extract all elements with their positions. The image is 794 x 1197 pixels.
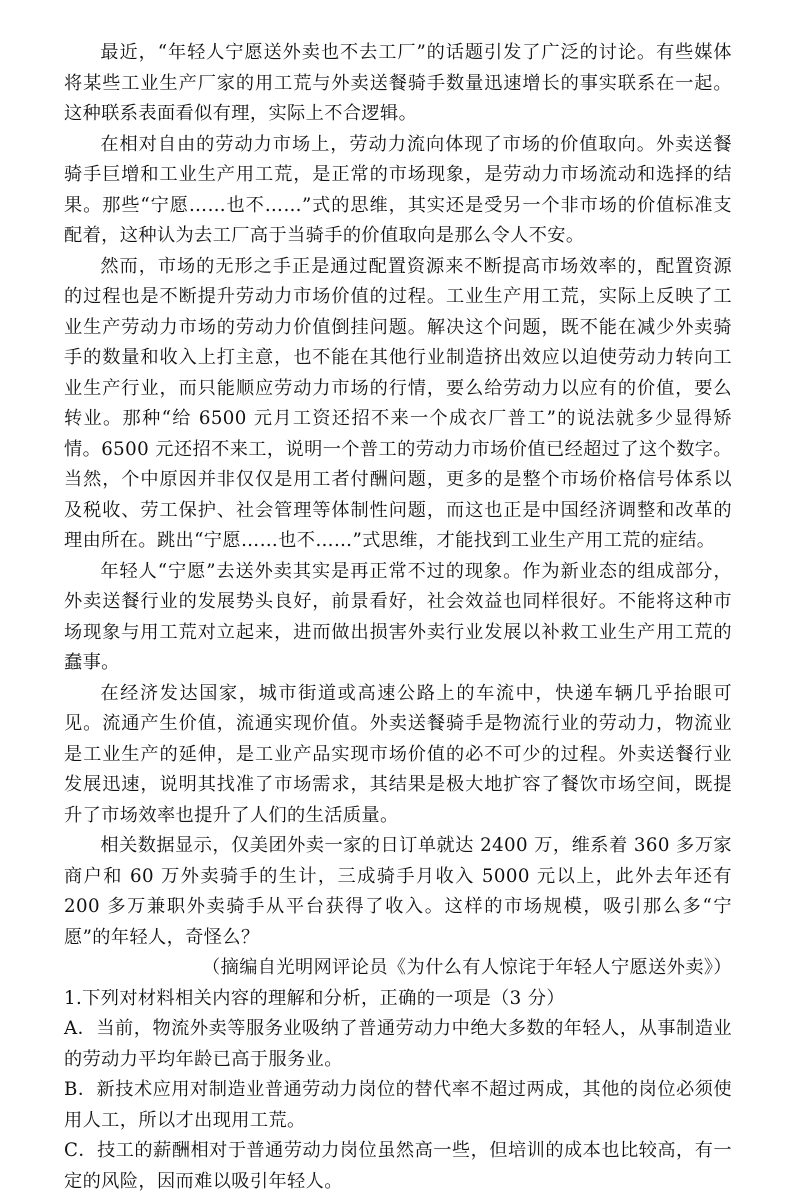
article-paragraph-4: 年轻人“宁愿”去送外卖其实是再正常不过的现象。作为新业态的组成部分，外卖送餐行业的发展势头良好，前景看好，社会效益也同样很好。不能将这种市场现象与用工荒对立起来，进而做出损害外卖行业发展以补救工业生产用工荒的蠢事。 <box>64 557 732 679</box>
article-paragraph-6: 相关数据显示，仅美团外卖一家的日订单就达 2400 万，维系着 360 多万家商户和 60 万外卖骑手的生计，三成骑手月收入 5000 元以上，此外去年还有 200 多万兼职外卖骑手从平台获得了收入。这样的市场规模，吸引那么多“宁愿”的年轻人，奇怪么？ <box>64 831 732 953</box>
option-b: B．新技术应用对制造业普通劳动力岗位的替代率不超过两成，其他的岗位必须使用人工，所以才出现用工荒。 <box>64 1075 732 1136</box>
article <box>64 38 732 984</box>
article-paragraph-5: 在经济发达国家，城市街道或高速公路上的车流中，快递车辆几乎抬眼可见。流通产生价值，流通实现价值。外卖送餐骑手是物流行业的劳动力，物流业是工业生产的延伸，是工业产品实现市场价值的必不可少的过程。外卖送餐行业发展迅速，说明其找准了市场需求，其结果是极大地扩容了餐饮市场空间，既提升了市场效率也提升了人们的生活质量。 <box>64 679 732 832</box>
option-c: C．技工的薪酬相对于普通劳动力岗位虽然高一些，但培训的成本也比较高，有一定的风险，因而难以吸引年轻人。 <box>64 1136 732 1197</box>
exam-page <box>64 38 732 1197</box>
article-source: （摘编自光明网评论员《为什么有人惊诧于年轻人宁愿送外卖》） <box>64 953 732 984</box>
question-block <box>64 984 732 1197</box>
article-paragraph-2: 在相对自由的劳动力市场上，劳动力流向体现了市场的价值取向。外卖送餐骑手巨增和工业生产用工荒，是正常的市场现象，是劳动力市场流动和选择的结果。那些“宁愿……也不……”式的思维，其实还是受另一个非市场的价值标准支配着，这种认为去工厂高于当骑手的价值取向是那么令人不安。 <box>64 130 732 252</box>
article-paragraph-3: 然而，市场的无形之手正是通过配置资源来不断提高市场效率的，配置资源的过程也是不断提升劳动力市场价值的过程。工业生产用工荒，实际上反映了工业生产劳动力市场的劳动力价值倒挂问题。解决这个问题，既不能在减少外卖骑手的数量和收入上打主意，也不能在其他行业制造挤出效应以迫使劳动力转向工业生产行业，而只能顺应劳动力市场的行情，要么给劳动力以应有的价值，要么转业。那种“给 6500 元月工资还招不来一个成衣厂普工”的说法就多少显得矫情。6500 元还招不来工，说明一个普工的劳动力市场价值已经超过了这个数字。当然，个中原因并非仅仅是用工者付酬问题，更多的是整个市场价格信号体系以及税收、劳工保护、社会管理等体制性问题，而这也正是中国经济调整和改革的理由所在。跳出“宁愿……也不……”式思维，才能找到工业生产用工荒的症结。 <box>64 252 732 557</box>
question-stem: 1.下列对材料相关内容的理解和分析，正确的一项是（3 分） <box>64 984 732 1015</box>
option-a: A．当前，物流外卖等服务业吸纳了普通劳动力中绝大多数的年轻人，从事制造业的劳动力平均年龄已高于服务业。 <box>64 1014 732 1075</box>
article-paragraph-1: 最近，“年轻人宁愿送外卖也不去工厂”的话题引发了广泛的讨论。有些媒体将某些工业生产厂家的用工荒与外卖送餐骑手数量迅速增长的事实联系在一起。这种联系表面看似有理，实际上不合逻辑。 <box>64 38 732 130</box>
